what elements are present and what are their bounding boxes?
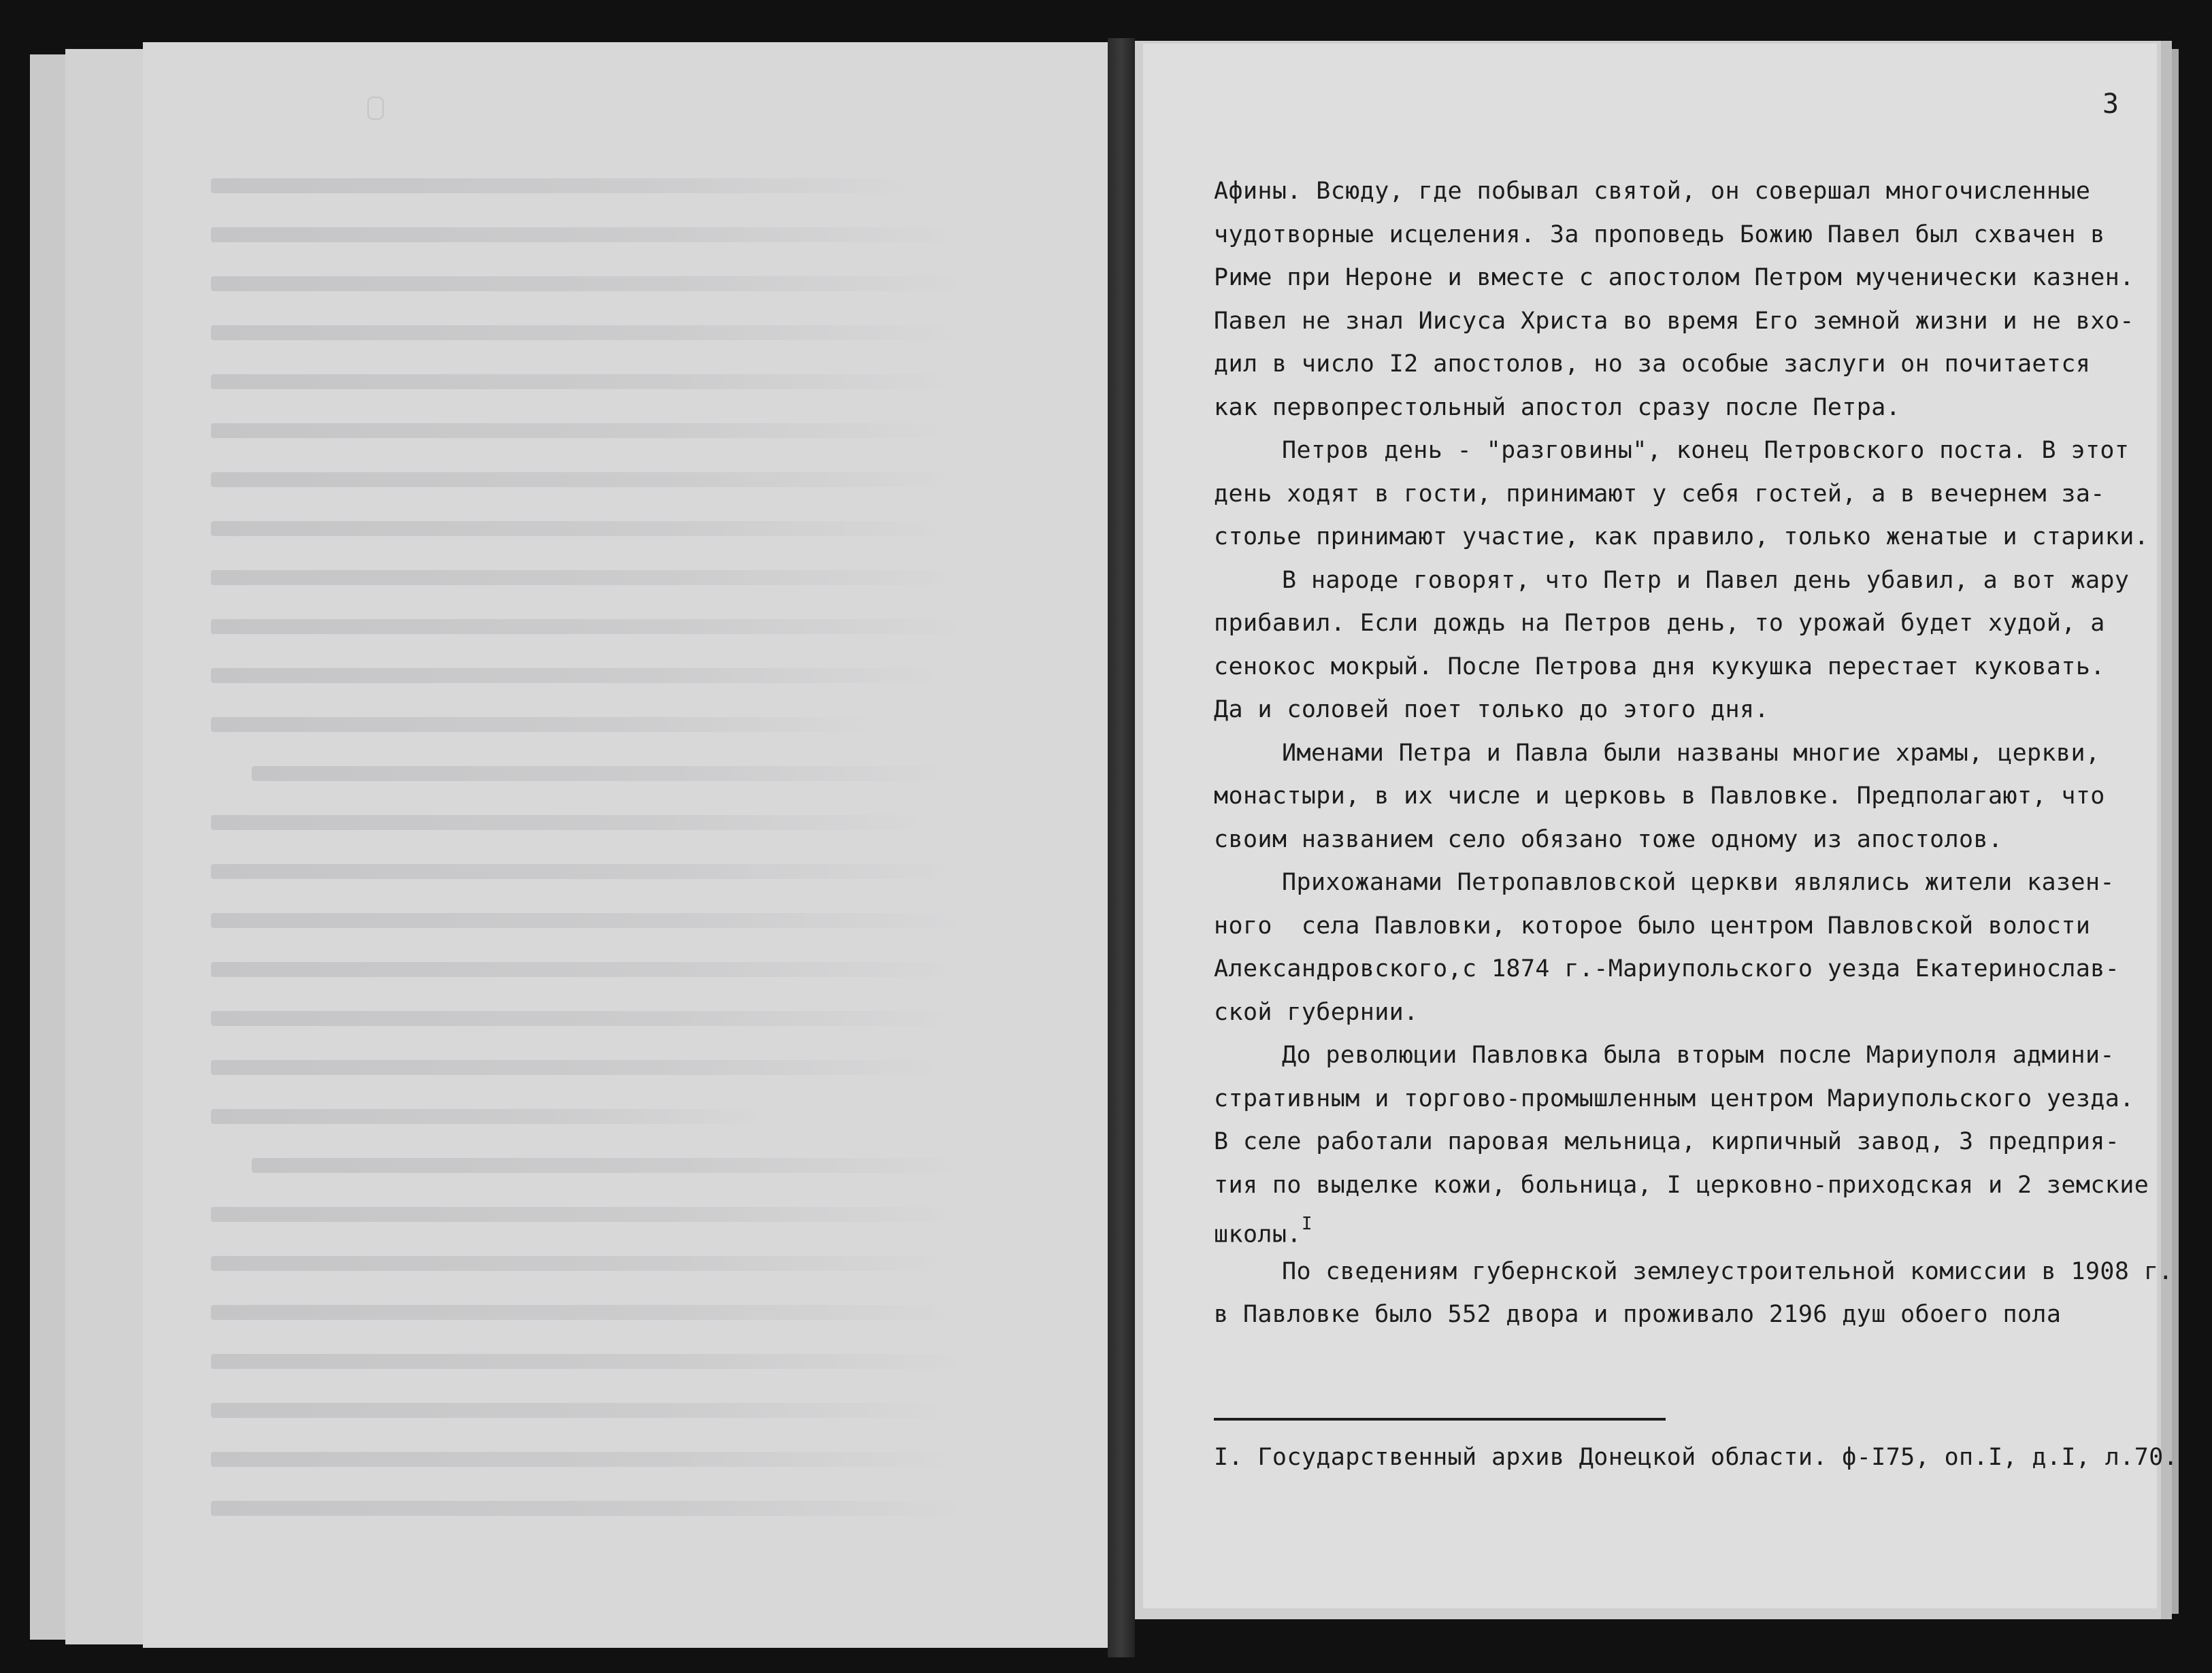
ghost-text-line [211, 619, 973, 634]
text-line: Именами Петра и Павла были названы многие храмы, церкви, [1282, 739, 2100, 767]
text-line: сенокос мокрый. После Петрова дня кукушка перестает куковать. [1214, 652, 2105, 680]
text-line: дил в число I2 апостолов, но за особые заслуги он почитается [1214, 350, 2091, 378]
text-line: ного села Павловки, которое было центром Павловской волости [1214, 912, 2091, 940]
ghost-text-line [211, 472, 966, 487]
text-line: стративным и торгово-промышленным центром Мариупольского уезда. [1214, 1084, 2134, 1112]
footnote-rule [1214, 1418, 1666, 1421]
text-line: день ходят в гости, принимают у себя гостей, а в вечернем за- [1214, 480, 2105, 508]
text-line: Павел не знал Иисуса Христа во время Его земной жизни и не вхо- [1214, 307, 2134, 335]
footnote-text: I. Государственный архив Донецкой области. ф-I75, оп.I, д.I, л.70. [1214, 1444, 2179, 1471]
text-line: Петров день - "разговины", конец Петровского поста. В этот [1282, 437, 2130, 464]
ghost-text-line [211, 1207, 966, 1222]
ghost-text-line [211, 227, 966, 242]
ghost-text-line [211, 521, 959, 536]
page-number: 3 [2102, 88, 2119, 120]
ghost-text-line [211, 668, 946, 683]
text-line: как первопрестольный апостол сразу после Петра. [1214, 393, 1901, 421]
ghost-text-line [211, 717, 878, 732]
text-line: тия по выделке кожи, больница, I церковно-приходская и 2 земские [1214, 1171, 2149, 1199]
ghost-text-line [252, 766, 953, 781]
ghost-text-line [211, 1452, 959, 1467]
text-line [1214, 1207, 2139, 1250]
text-line: монастыри, в их числе и церковь в Павловке. Предполагают, что [1214, 782, 2105, 810]
ghost-text-line [211, 1403, 953, 1418]
ghost-text-line [211, 864, 966, 879]
text-line: Прихожанами Петропавловской церкви являлись жители казен- [1282, 869, 2115, 896]
text-line: Риме при Нероне и вместе с апостолом Петром мученически казнен. [1214, 264, 2134, 291]
ghost-text-line [211, 570, 966, 585]
footnote-marker: I [1301, 1214, 1313, 1234]
ghost-page-number [367, 97, 384, 120]
ghost-text-line [211, 815, 932, 830]
text-line: В селе работали паровая мельница, кирпичный завод, 3 предприя- [1214, 1128, 2120, 1155]
ghost-text-line [211, 1060, 946, 1075]
text-line: прибавил. Если дождь на Петров день, то урожай будет худой, а [1214, 610, 2105, 637]
left-page-bleedthrough [143, 42, 1109, 1648]
text-line: В народе говорят, что Петр и Павел день убавил, а вот жару [1282, 566, 2130, 594]
ghost-text-line [211, 1256, 959, 1271]
ghost-text-line [211, 423, 953, 438]
ghost-text-line [211, 962, 966, 977]
text-line: Александровского,с 1874 г.-Мариупольского уезда Екатеринослав- [1214, 955, 2120, 982]
right-page-edge-shadow [2172, 49, 2179, 1614]
text-line: Афины. Всюду, где побывал святой, он совершал многочисленные [1214, 178, 2091, 205]
ghost-text-line [211, 1011, 959, 1026]
ghost-text-line [211, 1109, 769, 1124]
text-line: ской губернии. [1214, 998, 1419, 1026]
book-spine-shadow [1108, 38, 1135, 1657]
ghost-text-line [211, 1305, 966, 1320]
typewritten-body [1214, 170, 2173, 1337]
ghost-text-line [211, 1501, 973, 1516]
text-line-content: школы. [1214, 1221, 1302, 1248]
ghost-text-line [211, 374, 959, 389]
text-line: чудотворные исцеления. За проповедь Божию Павел был схвачен в [1214, 220, 2105, 248]
text-line: своим названием село обязано тоже одному из апостолов. [1214, 825, 2003, 853]
text-line: По сведениям губернской землеустроительной комиссии в 1908 г. [1282, 1257, 2173, 1285]
ghost-text-line [211, 913, 973, 928]
text-line: Да и соловей поет только до этого дня. [1214, 696, 1769, 723]
text-line: столье принимают участие, как правило, только женатые и старики. [1214, 523, 2149, 550]
text-line: До революции Павловка была вторым после Мариуполя админи- [1282, 1042, 2115, 1069]
ghost-text-line [211, 325, 966, 340]
ghost-text-line [211, 276, 973, 291]
ghost-text-line [211, 1354, 973, 1369]
text-line: в Павловке было 552 двора и проживало 2196 душ обоего пола [1214, 1301, 2062, 1328]
ghost-text-line [211, 178, 919, 193]
ghost-text-line [252, 1158, 966, 1173]
right-page-edge [2161, 41, 2172, 1619]
